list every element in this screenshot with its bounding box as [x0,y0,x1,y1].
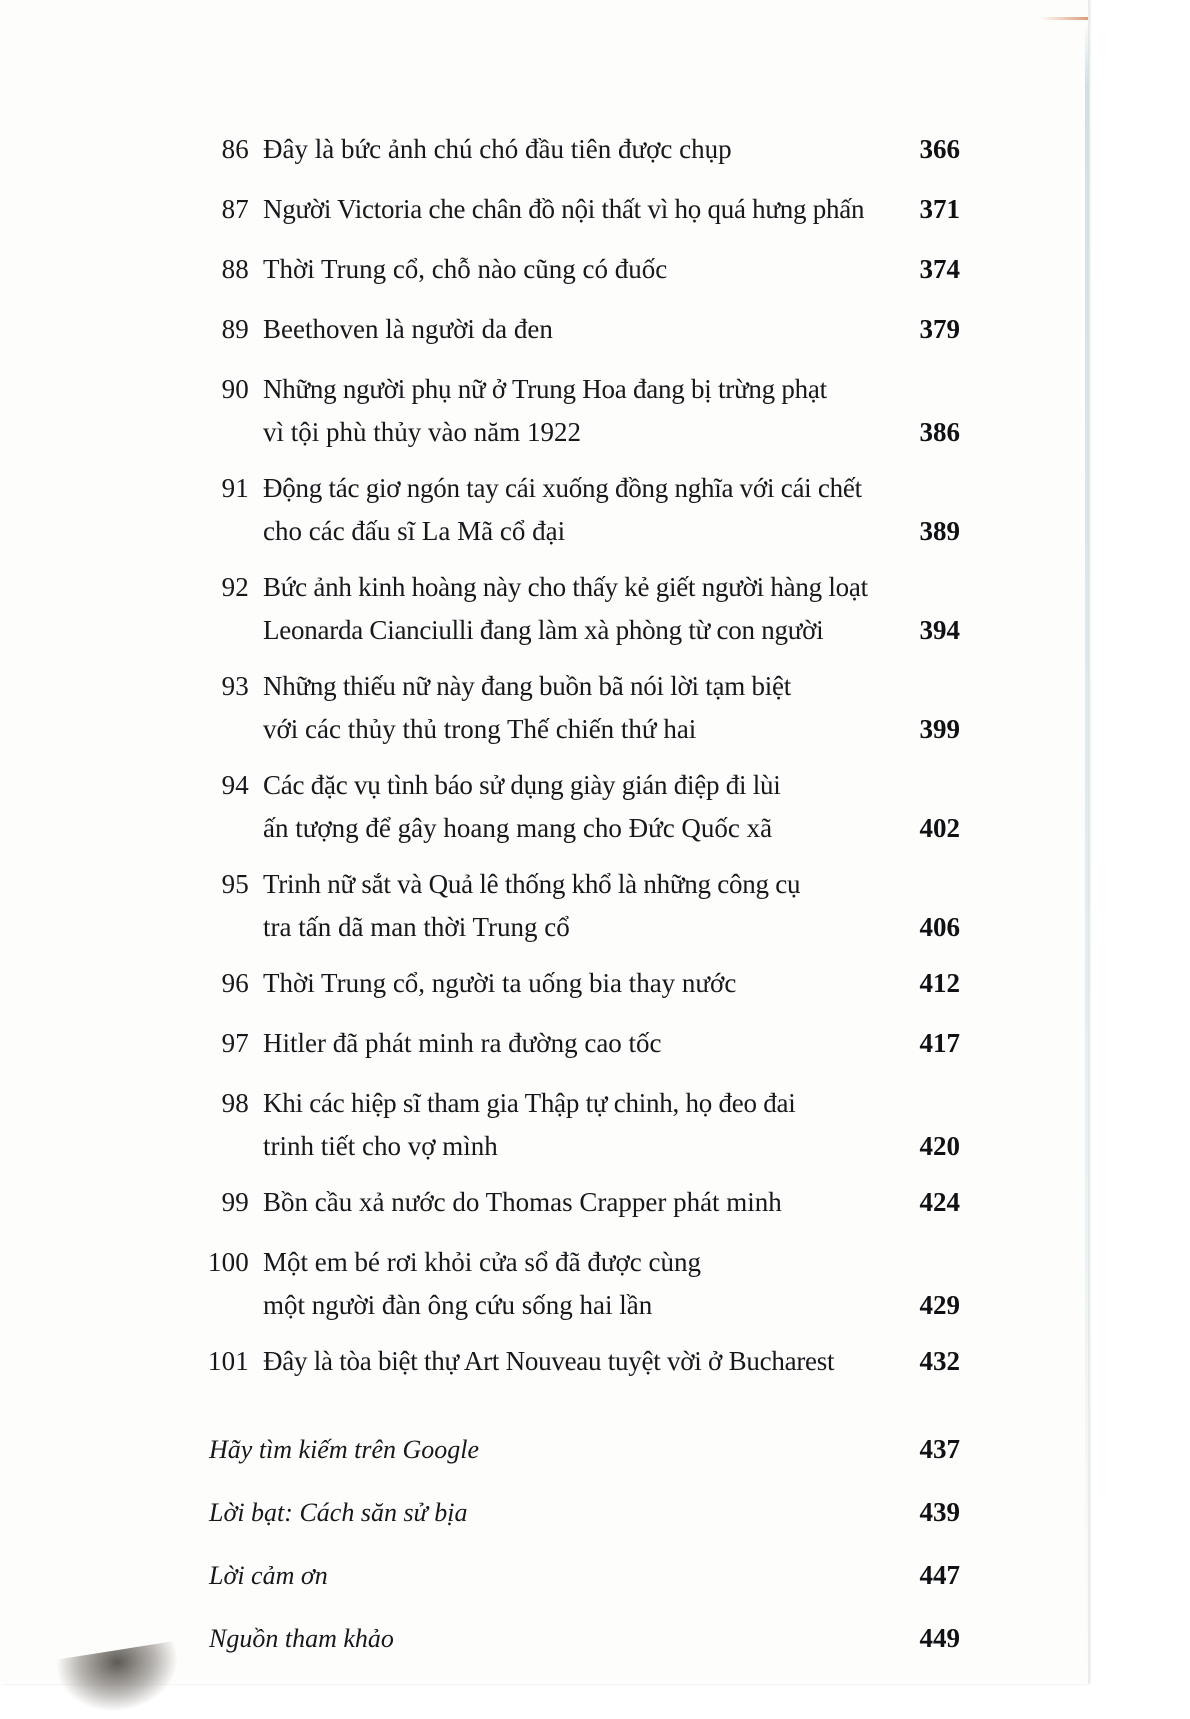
toc-entry[interactable] [205,962,960,1005]
toc-entry-line [263,368,960,411]
toc-entry-number: 96 [221,968,249,998]
toc-entry-page-number: 394 [919,615,960,645]
toc-entry-body [263,128,960,171]
toc-entry-number: 95 [221,869,249,899]
toc-entry-body [263,1340,960,1383]
toc-entry-body [263,764,960,850]
toc-entry-line [263,962,960,1005]
toc-entry-page-number: 366 [919,134,960,164]
toc-entry-title: Beethoven là người da đen [263,314,553,344]
toc-entry-page-number: 417 [919,1028,960,1058]
toc-entry-line [263,308,960,351]
toc-entry-line [263,188,960,231]
toc-entry-title: Đây là tòa biệt thự Art Nouveau tuyệt vời ở Bucharest [263,1346,835,1376]
toc-entry-title: Một em bé rơi khỏi cửa sổ đã được cùng [263,1247,701,1277]
backmatter-entry-title: Hãy tìm kiếm trên Google [209,1435,480,1464]
toc-entry-line [263,1284,960,1327]
toc-entry-page-number: 371 [919,194,960,224]
toc-entry-title: Khi các hiệp sĩ tham gia Thập tự chinh, họ đeo đai [263,1088,796,1118]
toc-entry[interactable] [205,566,960,652]
toc-entry-page-number: 429 [919,1290,960,1320]
toc-entry-title: trinh tiết cho vợ mình [263,1131,498,1161]
backmatter-entry[interactable] [205,1555,960,1596]
toc-entry-number: 97 [221,1028,249,1058]
toc-entry-line [263,1241,960,1284]
toc-entry-body [263,1241,960,1327]
toc-entry-line [263,807,960,850]
toc-entry-line [263,863,960,906]
backmatter-entry[interactable] [205,1429,960,1470]
toc-entry-line [263,411,960,454]
toc-entry[interactable] [205,467,960,553]
toc-entry-line [263,906,960,949]
toc-entry-page-number: 386 [919,417,960,447]
toc-entry[interactable] [205,1181,960,1224]
toc-entry-line [263,467,960,510]
toc-entry-line [263,708,960,751]
toc-entry-body [263,308,960,351]
toc-entry[interactable] [205,308,960,351]
toc-entry[interactable] [205,1241,960,1327]
toc-entry[interactable] [205,368,960,454]
toc-entry-line [263,1340,960,1383]
toc-entry[interactable] [205,665,960,751]
toc-entry-title: Thời Trung cổ, chỗ nào cũng có đuốc [263,254,668,284]
backmatter-entry[interactable] [205,1618,960,1659]
toc-entry[interactable] [205,1340,960,1383]
toc-entry-line [263,609,960,652]
toc-entry-number: 91 [221,473,249,503]
backmatter-entry-title: Lời bạt: Cách săn sử bịa [209,1498,468,1527]
toc-entry-page-number: 374 [919,254,960,284]
backmatter-section [205,1429,960,1659]
toc-entry-line [263,1125,960,1168]
toc-entry-body [263,1082,960,1168]
toc-entry-title: Những thiếu nữ này đang buồn bã nói lời tạm biệt [263,671,791,701]
toc-entry-number: 93 [221,671,249,701]
page-edge-top-mark [1040,17,1088,20]
toc-entry-page-number: 389 [919,516,960,546]
toc-entry-body [263,368,960,454]
toc-entry-title: Bồn cầu xả nước do Thomas Crapper phát minh [263,1187,782,1217]
toc-entry-line [263,1181,960,1224]
scan-corner-smudge [56,1641,184,1719]
toc-entry-body [263,566,960,652]
toc-entry-title: với các thủy thủ trong Thế chiến thứ hai [263,714,697,744]
toc-entry-body [263,863,960,949]
toc-entry-line [263,248,960,291]
backmatter-entry-title: Nguồn tham khảo [209,1624,394,1653]
toc-entry[interactable] [205,764,960,850]
toc-entry-title: Hitler đã phát minh ra đường cao tốc [263,1028,662,1058]
toc-entry-body [263,467,960,553]
toc-entry-title: một người đàn ông cứu sống hai lần [263,1290,653,1320]
toc-entry-page-number: 432 [919,1346,960,1376]
toc-entry-number: 98 [221,1088,249,1118]
toc-entry-number: 86 [221,134,249,164]
toc-entry-line [263,665,960,708]
toc-entry-number: 99 [221,1187,249,1217]
toc-entry-title: Người Victoria che chân đồ nội thất vì họ quá hưng phấn [263,194,865,224]
backmatter-entry-page-number: 447 [919,1560,960,1590]
toc-entry[interactable] [205,863,960,949]
toc-entry-page-number: 420 [919,1131,960,1161]
toc-entry[interactable] [205,1022,960,1065]
backmatter-entry-page-number: 439 [919,1497,960,1527]
toc-entry-title: cho các đấu sĩ La Mã cổ đại [263,516,566,546]
toc-entry-number: 90 [221,374,249,404]
toc-entry-line [263,128,960,171]
toc-entry-title: Trinh nữ sắt và Quả lê thống khổ là những công cụ [263,869,801,899]
toc-entry-title: Những người phụ nữ ở Trung Hoa đang bị trừng phạt [263,374,827,404]
backmatter-entry-page-number: 437 [919,1434,960,1464]
toc-entry-body [263,665,960,751]
toc-entry-number: 94 [221,770,249,800]
toc-entry-title: Leonarda Cianciulli đang làm xà phòng từ con người [263,615,824,645]
toc-entry-number: 89 [221,314,249,344]
toc-entry-title: vì tội phù thủy vào năm 1922 [263,417,581,447]
toc-entry-line [263,510,960,553]
toc-entry-number: 88 [221,254,249,284]
toc-entry[interactable] [205,128,960,171]
toc-entry-title: tra tấn dã man thời Trung cổ [263,912,570,942]
toc-entry-number: 101 [207,1346,249,1376]
toc-entry-body [263,188,960,231]
toc-entry-number: 100 [207,1247,249,1277]
toc-entry-page-number: 379 [919,314,960,344]
toc-entry-title: Các đặc vụ tình báo sử dụng giày gián điệp đi lùi [263,770,781,800]
backmatter-entry-page-number: 449 [919,1623,960,1653]
toc-entry-line [263,764,960,807]
toc-entry-body [263,1181,960,1224]
toc-entry-line [263,566,960,609]
toc-entry[interactable] [205,248,960,291]
page-edge-line [1085,20,1089,1680]
backmatter-entry[interactable] [205,1492,960,1533]
toc-entry[interactable] [205,188,960,231]
toc-entry-title: Động tác giơ ngón tay cái xuống đồng nghĩa với cái chết [263,473,862,503]
toc-entry-line [263,1022,960,1065]
toc-entry[interactable] [205,1082,960,1168]
toc-entry-title: Thời Trung cổ, người ta uống bia thay nước [263,968,737,998]
toc-entry-title: ấn tượng để gây hoang mang cho Đức Quốc xã [263,813,773,843]
toc-entry-page-number: 412 [919,968,960,998]
outer-background [1092,0,1190,1684]
toc-entry-page-number: 406 [919,912,960,942]
toc-entry-body [263,1022,960,1065]
toc-entry-title: Đây là bức ảnh chú chó đầu tiên được chụp [263,134,732,164]
toc-entry-line [263,1082,960,1125]
toc-entry-page-number: 399 [919,714,960,744]
toc-entry-number: 92 [221,572,249,602]
toc-entry-title: Bức ảnh kinh hoàng này cho thấy kẻ giết người hàng loạt [263,572,868,602]
backmatter-entry-title: Lời cảm ơn [209,1561,328,1590]
toc-entry-number: 87 [221,194,249,224]
toc-entry-page-number: 402 [919,813,960,843]
toc-entry-body [263,248,960,291]
table-of-contents [205,128,960,1681]
toc-entry-page-number: 424 [919,1187,960,1217]
toc-entry-body [263,962,960,1005]
